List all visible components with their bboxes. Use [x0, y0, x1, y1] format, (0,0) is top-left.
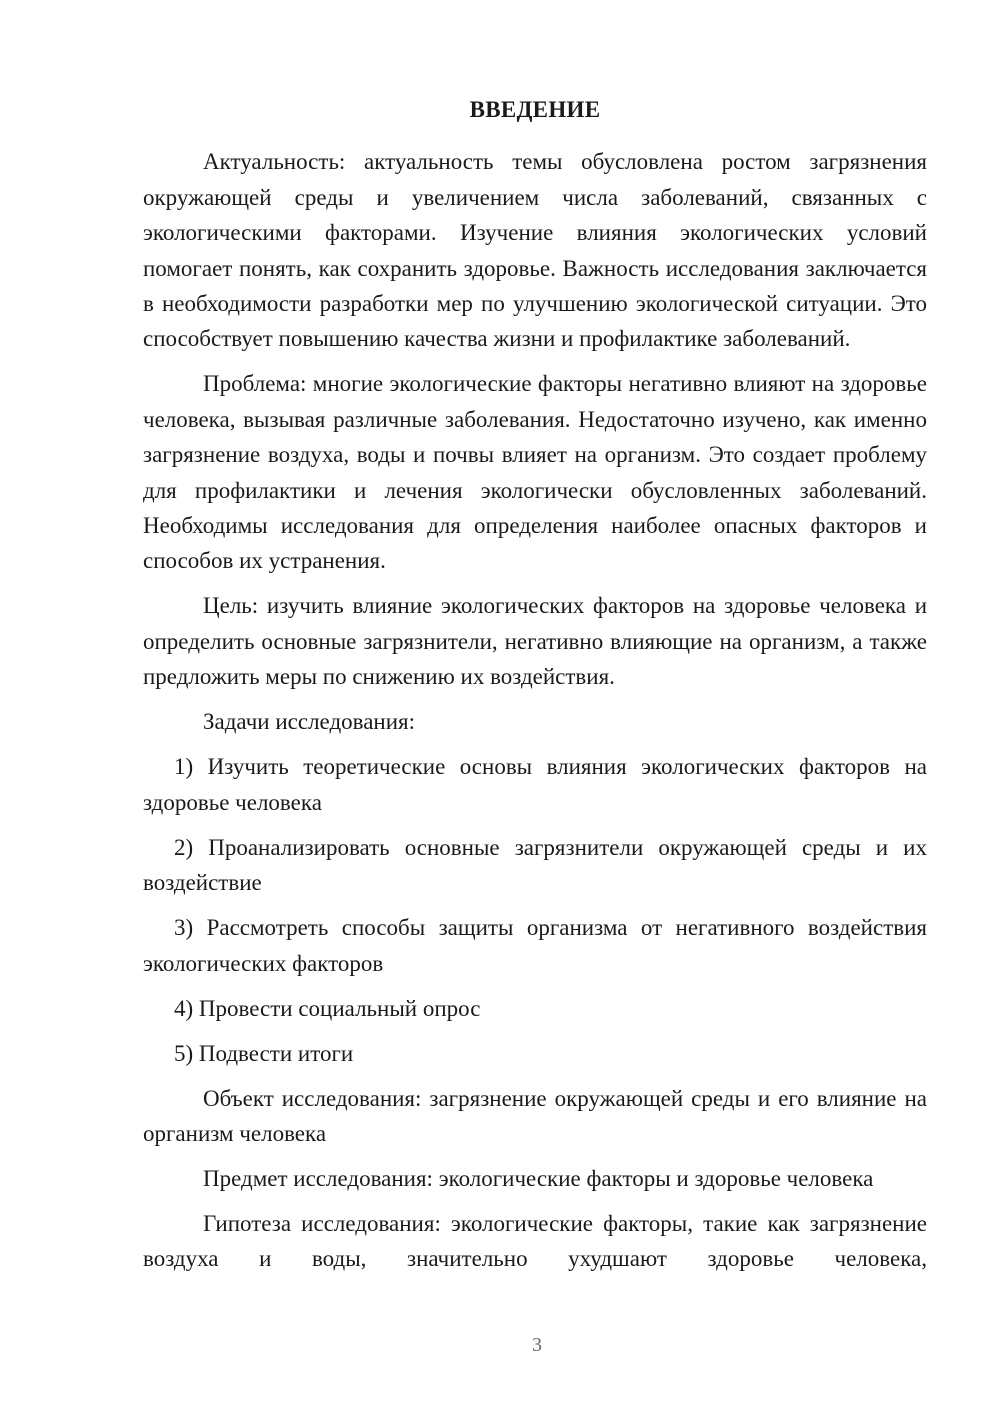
task-item-3: 3) Рассмотреть способы защиты организма от негативного воздействия экологических факторов: [143, 915, 927, 976]
relevance-paragraph: Актуальность: актуальность темы обусловлена ростом загрязнения окружающей среды и увеличением числа заболеваний, связанных с экологическими факторами. Изучение влияния экологических условий помогает понять, как сохранить здоровье. Важность исследования заключается в необходимости разработки мер по улучшению экологической ситуации. Это способствует повышению качества жизни и профилактике заболеваний.: [143, 149, 927, 352]
tasks-title: Задачи исследования:: [203, 709, 416, 735]
problem-paragraph: Проблема: многие экологические факторы негативно влияют на здоровье человека, вызывая различные заболевания. Недостаточно изучено, как именно загрязнение воздуха, воды и почвы влияет на организм. Это создает проблему для профилактики и лечения экологически обусловленных заболеваний. Необходимы исследования для определения наиболее опасных факторов и способов их устранения.: [143, 371, 927, 574]
task-item-2: 2) Проанализировать основные загрязнители окружающей среды и их воздействие: [143, 834, 927, 896]
task-item-4: 4) Провести социальный опрос: [174, 995, 481, 1021]
section-heading: ВВЕДЕНИЕ: [469, 97, 601, 122]
hypothesis-paragraph: Гипотеза исследования: экологические факторы, такие как загрязнение воздуха и воды, значительно ухудшают здоровье человека,: [143, 1210, 927, 1272]
subject-paragraph: Предмет исследования: экологические факторы и здоровье человека: [203, 1165, 874, 1191]
task-item-5: 5) Подвести итоги: [174, 1040, 354, 1066]
object-paragraph: Объект исследования: загрязнение окружающей среды и его влияние на организм человека: [143, 1085, 927, 1146]
goal-paragraph: Цель: изучить влияние экологических факторов на здоровье человека и определить основные загрязнители, негативно влияющие на организм, а также предложить меры по снижению их воздействия.: [143, 593, 927, 690]
page-number: 3: [532, 1334, 542, 1356]
document-page: [143, 92, 927, 1286]
task-item-1: 1) Изучить теоретические основы влияния экологических факторов на здоровье человека: [143, 754, 927, 815]
